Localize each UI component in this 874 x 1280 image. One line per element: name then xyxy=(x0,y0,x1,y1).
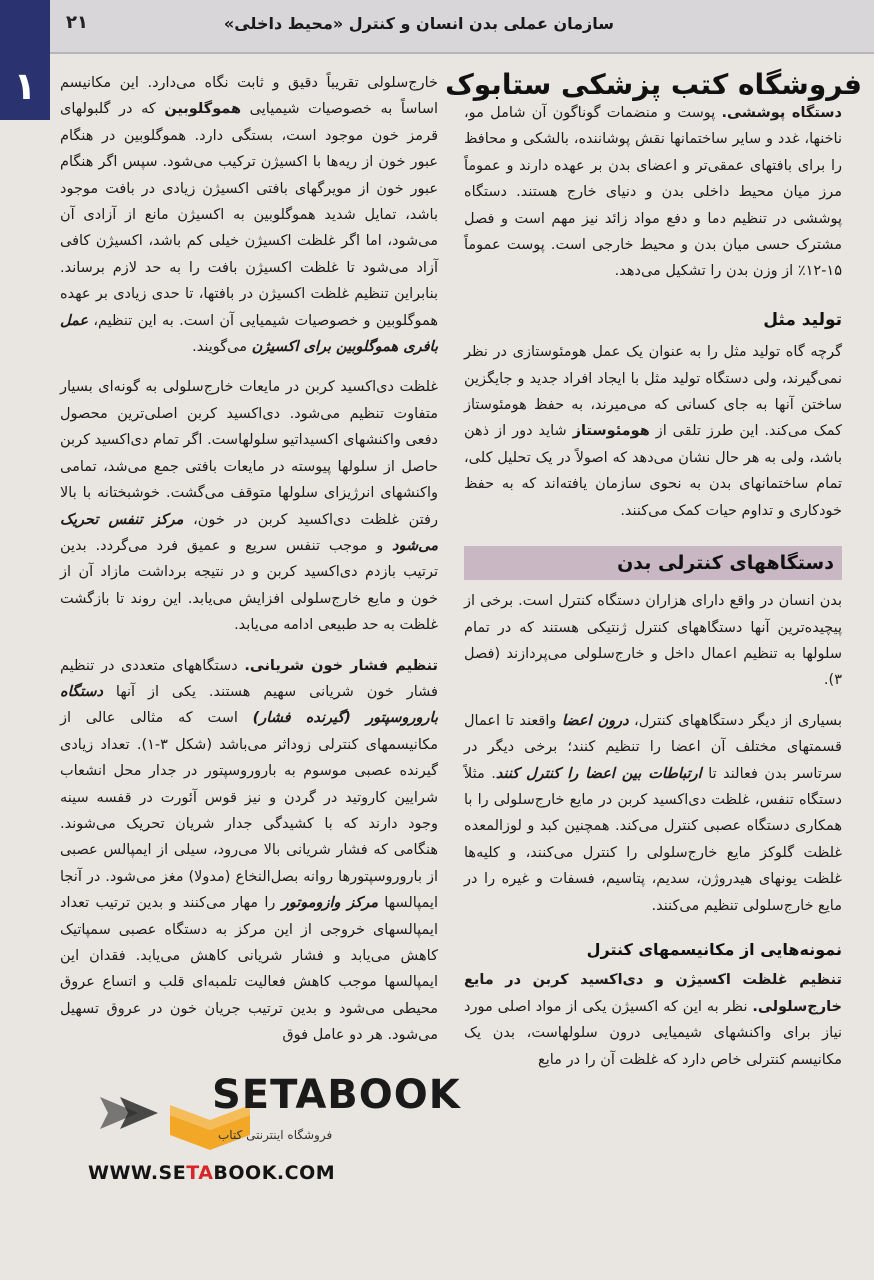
paragraph-text: می‌گویند. xyxy=(192,339,252,356)
term-blood-pressure: تنظیم فشار خون شریانی. xyxy=(244,657,438,674)
page-header xyxy=(0,0,874,54)
emphasis-vasomotor-center: مرکز وازوموتور xyxy=(281,895,378,912)
emphasis-respiratory-center: مرکز تنفس تحریک می‌شود xyxy=(60,511,438,554)
running-title: سازمان عملی بدن انسان و کنترل «محیط داخلی» xyxy=(223,14,614,33)
term-homeostasis: هومئوستاز xyxy=(572,423,650,440)
header-color-bar xyxy=(0,0,50,52)
emphasis-within-organs: درون اعضا xyxy=(561,712,629,729)
paragraph-co2 xyxy=(60,374,438,638)
paragraph-blood-pressure xyxy=(60,653,438,1049)
url-part: WWW.SE xyxy=(88,1162,187,1184)
paragraph-text: شاید دور از ذهن باشد، ولی به هر حال نشان می‌دهد که اصولاً در یک تحلیل کلی، تمام ساختمانهای بدن به نحوی سازمان یافته‌اند که به حفظ خودکاری و تداوم حیات کمک می‌کنند. xyxy=(464,423,842,519)
paragraph-text: نظر به این که اکسیژن یکی از مواد اصلی مورد نیاز برای واکنشهای شیمیایی درون سلولهاست، بدن یک مکانیسم کنترلی خاص دارد که غلظت آن را در مایع xyxy=(464,998,842,1068)
spacer xyxy=(60,360,438,374)
term-oxygen-co2-regulation: تنظیم غلظت اکسیژن و دی‌اکسید کربن در مایع خارج‌سلولی. xyxy=(464,972,842,1015)
logo-subtitle: فروشگاه اینترنتی کتاب xyxy=(218,1128,333,1142)
emphasis-baroreceptor: دستگاه باروروسپتور (گیرنده فشار) xyxy=(60,683,439,727)
paragraph-text: را مهار می‌کنند و بدین ترتیب تعداد ایمپالسهای خروجی از این مرکز به دستگاه عصبی سمپاتیک کاهش می‌یابد و فشار شریانی کاهش می‌یابد. فقدان این ایمپالسها موجب کاهش فعالیت تلمبه‌ای قلب و اتساع عروق محیطی می‌شود و بدین ترتیب جریان خون در عروق تسهیل می‌شود. هر دو عامل فوق xyxy=(60,895,438,1044)
heading-reproduction: تولید مثل xyxy=(763,309,842,330)
logo-chevron-icon xyxy=(100,1097,158,1129)
paragraph-hemoglobin xyxy=(60,70,438,360)
url-part-red: TA xyxy=(186,1162,214,1184)
term-integumentary: دستگاه پوششی. xyxy=(721,105,842,121)
paragraph-text: که در گلبولهای قرمز خون موجود است، بستگی دارد. هموگلوبین در هنگام عبور خون از ریه‌ها با اکسیژن ترکیب می‌شود. سپس اگر هنگام عبور خون از مویرگهای بافتی اکسیژن زیادی در بافت موجود باشد، تمایل شدید هموگلوبین به اکسیژن مانع از آزادی آن می‌شود، اما اگر غلظت اکسیژن خیلی کم باشد، اکسیژن کافی آزاد می‌شود تا غلظت اکسیژن بافت را به حد لازم برساند. بنابراین تنظیم غلظت اکسیژن در بافتها، تا حدی زیادی بر عهده هموگلوبین و خصوصیات شیمیایی آن است. به این تنظیم، xyxy=(60,101,438,329)
paragraph-oxygen-co2 xyxy=(464,967,842,1073)
paragraph-text: دستگاههای متعددی در تنظیم فشار خون شریانی سهیم هستند. یکی از آنها xyxy=(60,657,438,700)
spacer xyxy=(60,639,438,653)
term-hemoglobin: هموگلوبین xyxy=(164,101,242,118)
paragraph-text: گرچه گاه تولید مثل را به عنوان یک عمل هومئوستازی در نظر نمی‌گیرند، ولی دستگاه تولید مثل با ایجاد افراد جدید و جایگزین ساختن آنها به جای کسانی که می‌میرند، به حفظ هومئوستاز کمک می‌کند. این طرز تلقی از xyxy=(464,344,842,440)
paragraph-text: . مثلاً دستگاه تنفس، غلظت دی‌اکسید کربن در مایع خارج‌سلولی را با همکاری دستگاه عصبی کنترل می‌کند. همچنین کبد و لوزالمعده غلظت گلوکز مایع خارج‌سلولی را کنترل می‌کنند، و کلیه‌ها غلظت یونهای هیدروژن، سدیم، پتاسیم، فسفات و غیره را در مایع خارج‌سلولی تنظیم می‌کنند. xyxy=(464,765,842,914)
page-number: ۲۱ xyxy=(66,12,88,33)
paragraph-text: پوست و منضمات گوناگون آن شامل مو، ناخنها، غدد و سایر ساختمانها نقش پوشاننده، بالشکی و محافظ را برای بافتهای عمقی‌تر و اعضای بدن بر عهده دارند و عموماً مرز میان محیط داخلی بدن و دنیای خارج هستند. دستگاه پوششی در تنظیم دما و دفع مواد زائد نیز مهم است و فصل مشترک حسی میان بدن و محیط خارجی است. پوست عموماً ۱۵-۱۲٪ از وزن بدن را تشکیل می‌دهد. xyxy=(464,105,842,280)
paragraph-text: واقعند تا اعمال قسمتهای مختلف آن اعضا را تنظیم کنند؛ برخی دیگر در سرتاسر بدن فعالند تا xyxy=(464,712,842,782)
url-part: BOOK.COM xyxy=(213,1162,336,1184)
right-column xyxy=(464,100,842,1073)
paragraph-control-intro: بدن انسان در واقع دارای هزاران دستگاه کنترل است. برخی از پیچیده‌ترین آنها دستگاههای کنترل ژنتیکی هستند که در تمام سلولها به تنظیم اعمال داخل و خارج‌سلولی می‌پردازند (فصل ۳). xyxy=(464,593,842,689)
chapter-tab: ۱ xyxy=(0,52,50,120)
section-title-control-systems: دستگاههای کنترلی بدن xyxy=(464,546,842,580)
watermark-text: فروشگاه کتب پزشکی ستابوک xyxy=(445,68,862,101)
spacer xyxy=(464,694,842,708)
paragraph-text: غلظت دی‌اکسید کربن در مایعات خارج‌سلولی به گونه‌ای بسیار متفاوت تنظیم می‌شود. دی‌اکسید کربن اصلی‌ترین محصول دفعی واکنشهای اکسیداتیو سلولهاست. اگر تمام دی‌اکسید کربن حاصل از سلولها پیوسته در مایعات بافتی جمع می‌شد، تمامی واکنشهای انرژیزای سلولها متوقف می‌گشت. خوشبختانه با بالا رفتن غلظت دی‌اکسید کربن در خون، xyxy=(60,379,438,528)
left-column xyxy=(60,70,438,1049)
paragraph-text: بسیاری از دیگر دستگاههای کنترل، xyxy=(628,712,842,729)
paragraph-control-organs xyxy=(464,708,842,919)
paragraph-text: خارج‌سلولی تقریباً دقیق و ثابت نگاه می‌دارد. این مکانیسم اساساً به خصوصیات شیمیایی xyxy=(60,75,438,118)
logo-url xyxy=(88,1162,335,1184)
emphasis-between-organs: ارتباطات بین اعضا را کنترل کنند xyxy=(495,765,702,782)
paragraph-text: و موجب تنفس سریع و عمیق فرد می‌گردد. بدین ترتیب بازدم دی‌اکسید کربن و در نتیجه برداشت مازاد آن از خون و مایع خارج‌سلولی افزایش می‌یابد. این روند تا بازگشت غلظت به حد طبیعی ادامه می‌یابد. xyxy=(60,537,438,634)
paragraph-integumentary xyxy=(464,100,842,285)
emphasis-oxygen-buffer: عمل بافری هموگلوبین برای اکسیژن xyxy=(60,312,438,356)
paragraph-text: است که مثالی عالی از مکانیسمهای کنترلی زوداثر می‌باشد (شکل ۳-۱). تعداد زیادی گیرنده عصبی موسوم به باروروسپتور در جدار محل انشعاب شرایین کاروتید در گردن و نیز قوس آئورت در قفسه سینه وجود دارند که با کشیدگی جدار شریان تحریک می‌شوند. هنگامی که فشار شریانی بالا می‌رود، سیلی از ایمپالس عصبی از باروروسپتورها روانه بصل‌النخاع (مدولا) مغز می‌شود. در آنجا ایمپالسها xyxy=(60,710,439,912)
paragraph-reproduction xyxy=(464,339,842,524)
logo-brand-text: SETABOOK xyxy=(212,1072,461,1118)
heading-control-examples: نمونه‌هایی از مکانیسمهای کنترل xyxy=(586,939,842,959)
